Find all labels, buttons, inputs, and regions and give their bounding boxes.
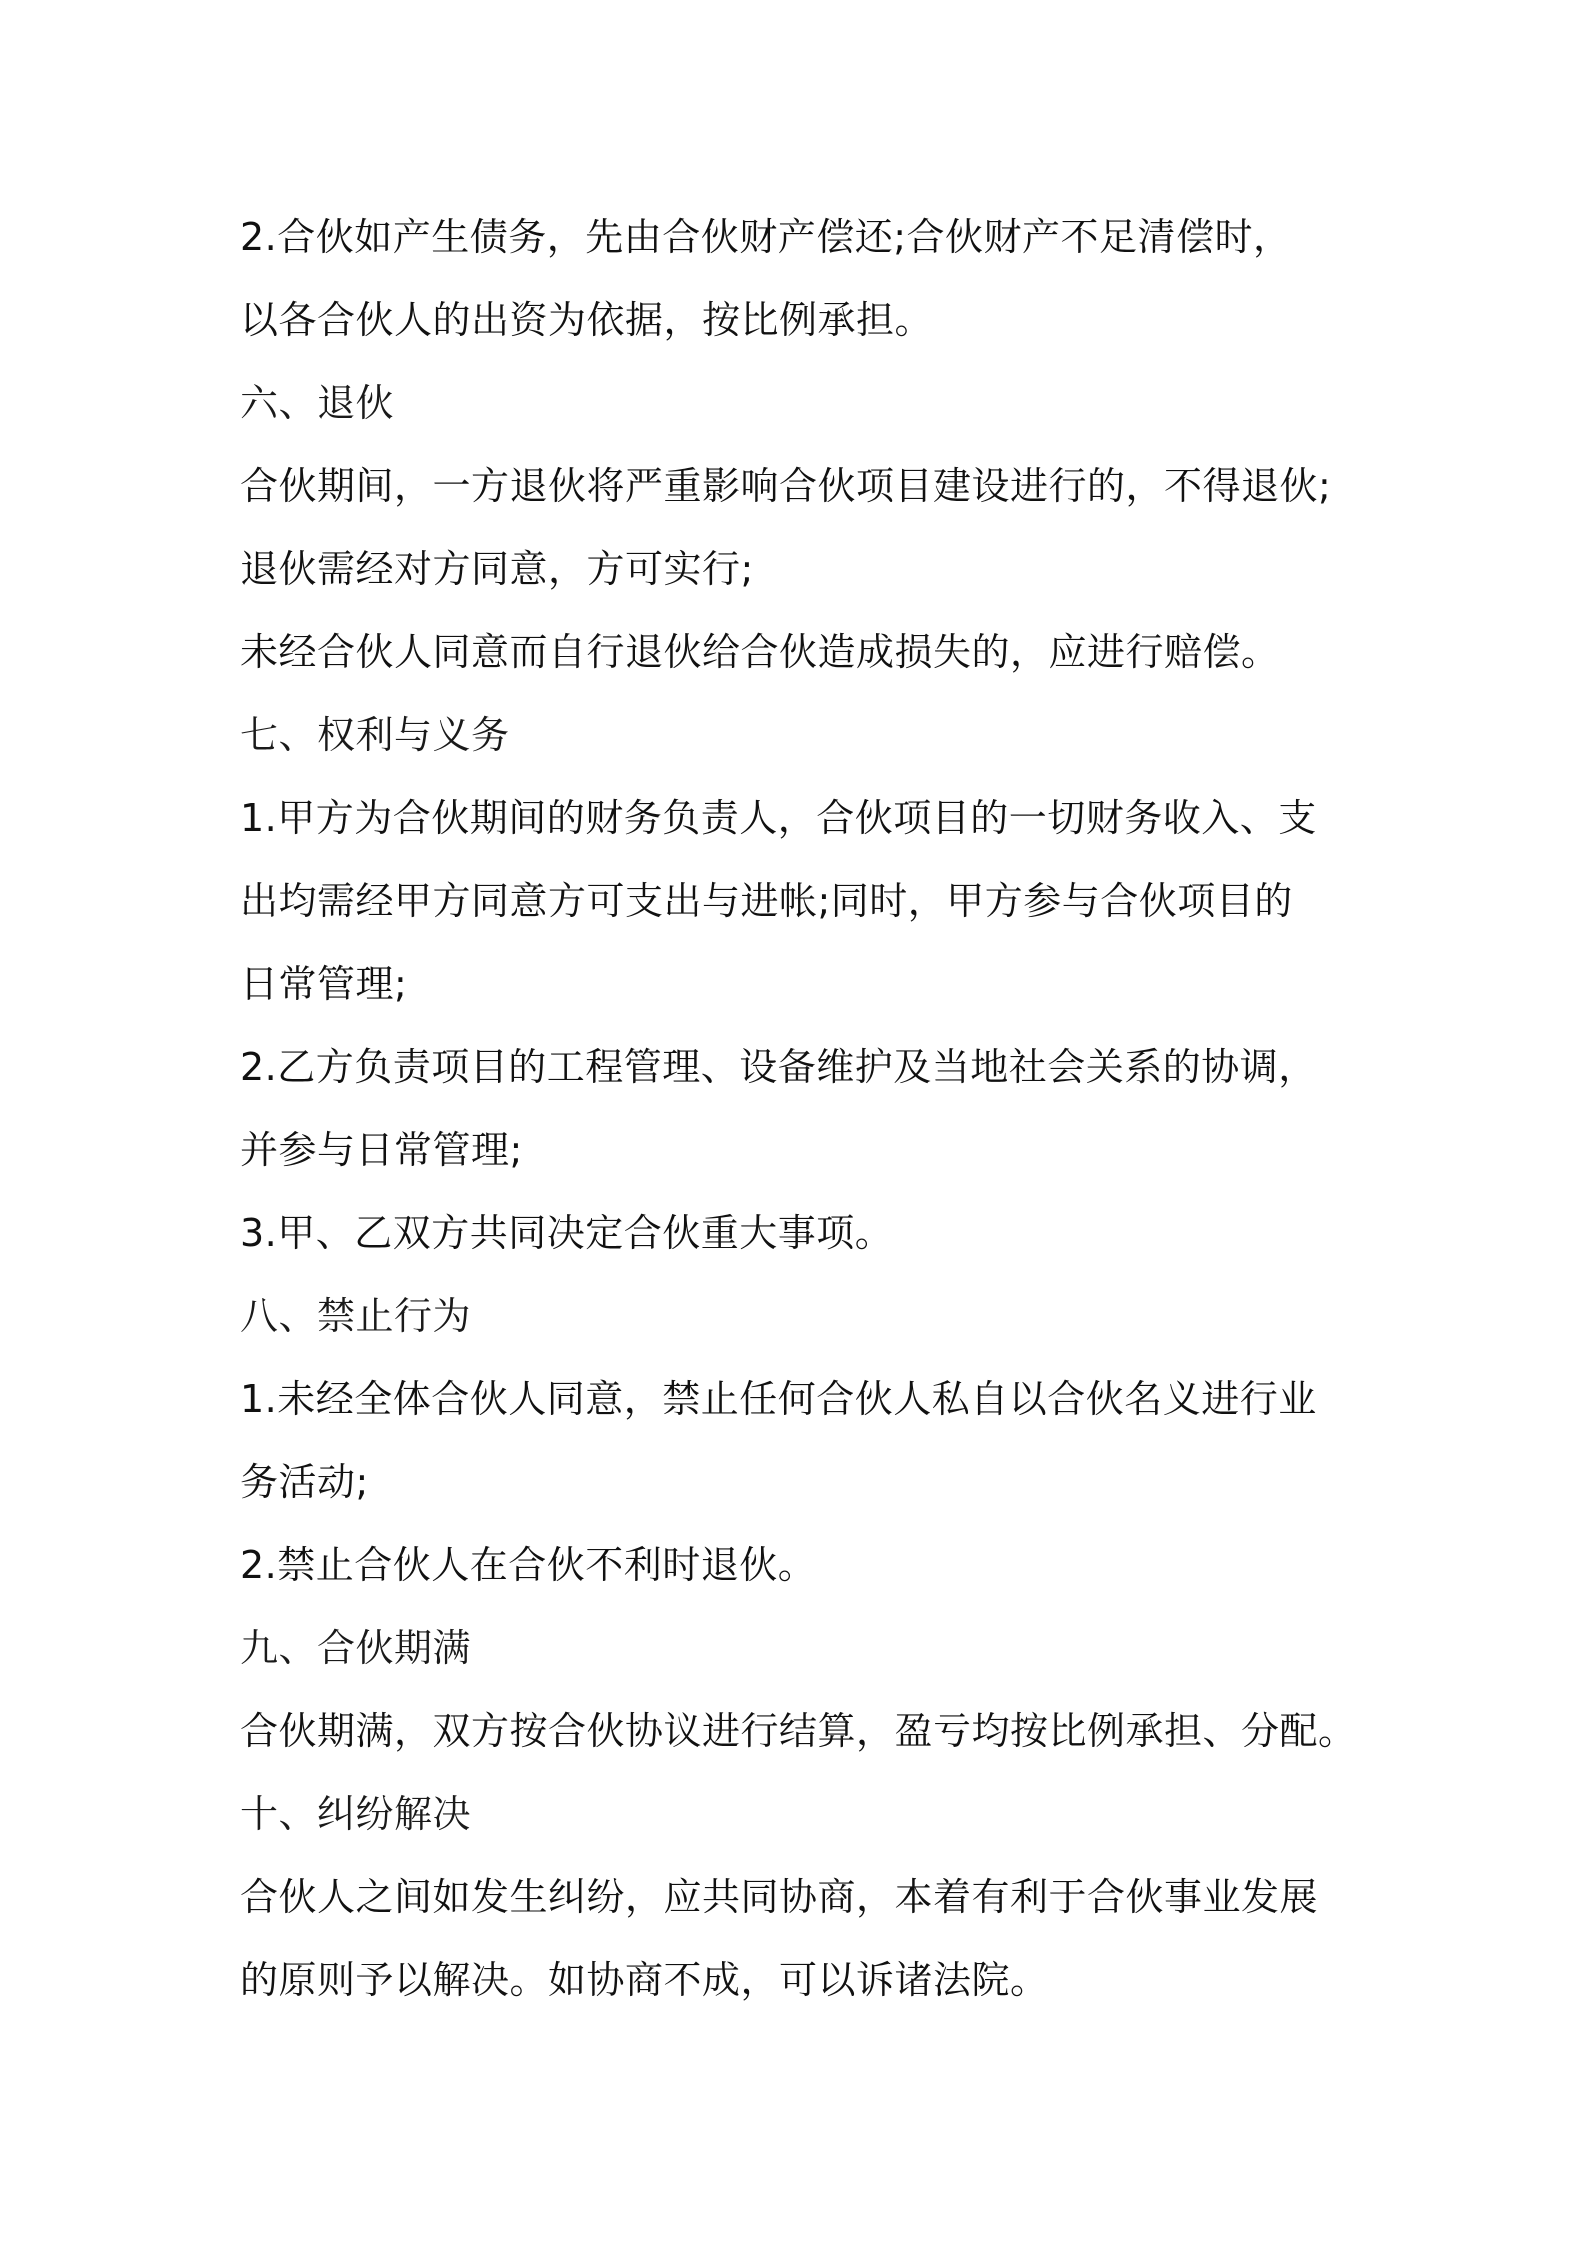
document-body: [240, 196, 1370, 2022]
paragraph-line: 合伙期满，双方按合伙协议进行结算，盈亏均按比例承担、分配。: [240, 1709, 1357, 1753]
paragraph-line: 以各合伙人的出资为依据，按比例承担。: [240, 298, 934, 342]
paragraph-line: 合伙人之间如发生纠纷，应共同协商，本着有利于合伙事业发展: [240, 1875, 1319, 1919]
paragraph-line: 出均需经甲方同意方可支出与进帐;同时，甲方参与合伙项目的: [240, 879, 1293, 923]
paragraph-line: 3.甲、乙双方共同决定合伙重大事项。: [240, 1211, 894, 1255]
paragraph-line: 未经合伙人同意而自行退伙给合伙造成损失的，应进行赔偿。: [240, 630, 1280, 674]
paragraph-line: 2.合伙如产生债务，先由合伙财产偿还;合伙财产不足清偿时，: [240, 215, 1292, 259]
section-heading: 八、禁止行为: [240, 1294, 472, 1338]
paragraph-line: 1.甲方为合伙期间的财务负责人，合伙项目的一切财务收入、支: [240, 796, 1317, 840]
section-heading: 十、纠纷解决: [240, 1792, 472, 1836]
section-heading: 九、合伙期满: [240, 1626, 472, 1670]
paragraph-line: 务活动;: [240, 1460, 369, 1504]
paragraph-line: 的原则予以解决。如协商不成，可以诉诸法院。: [240, 1958, 1049, 2002]
section-heading: 七、权利与义务: [240, 713, 510, 757]
paragraph-line: 1.未经全体合伙人同意，禁止任何合伙人私自以合伙名义进行业: [240, 1377, 1317, 1421]
paragraph-line: 合伙期间，一方退伙将严重影响合伙项目建设进行的，不得退伙;: [240, 464, 1332, 508]
paragraph-line: 日常管理;: [240, 962, 408, 1006]
paragraph-line: 退伙需经对方同意，方可实行;: [240, 547, 754, 591]
paragraph-line: 并参与日常管理;: [240, 1128, 523, 1172]
paragraph-line: 2.禁止合伙人在合伙不利时退伙。: [240, 1543, 817, 1587]
section-heading: 六、退伙: [240, 381, 395, 425]
paragraph-line: 2.乙方负责项目的工程管理、设备维护及当地社会关系的协调，: [240, 1045, 1317, 1089]
